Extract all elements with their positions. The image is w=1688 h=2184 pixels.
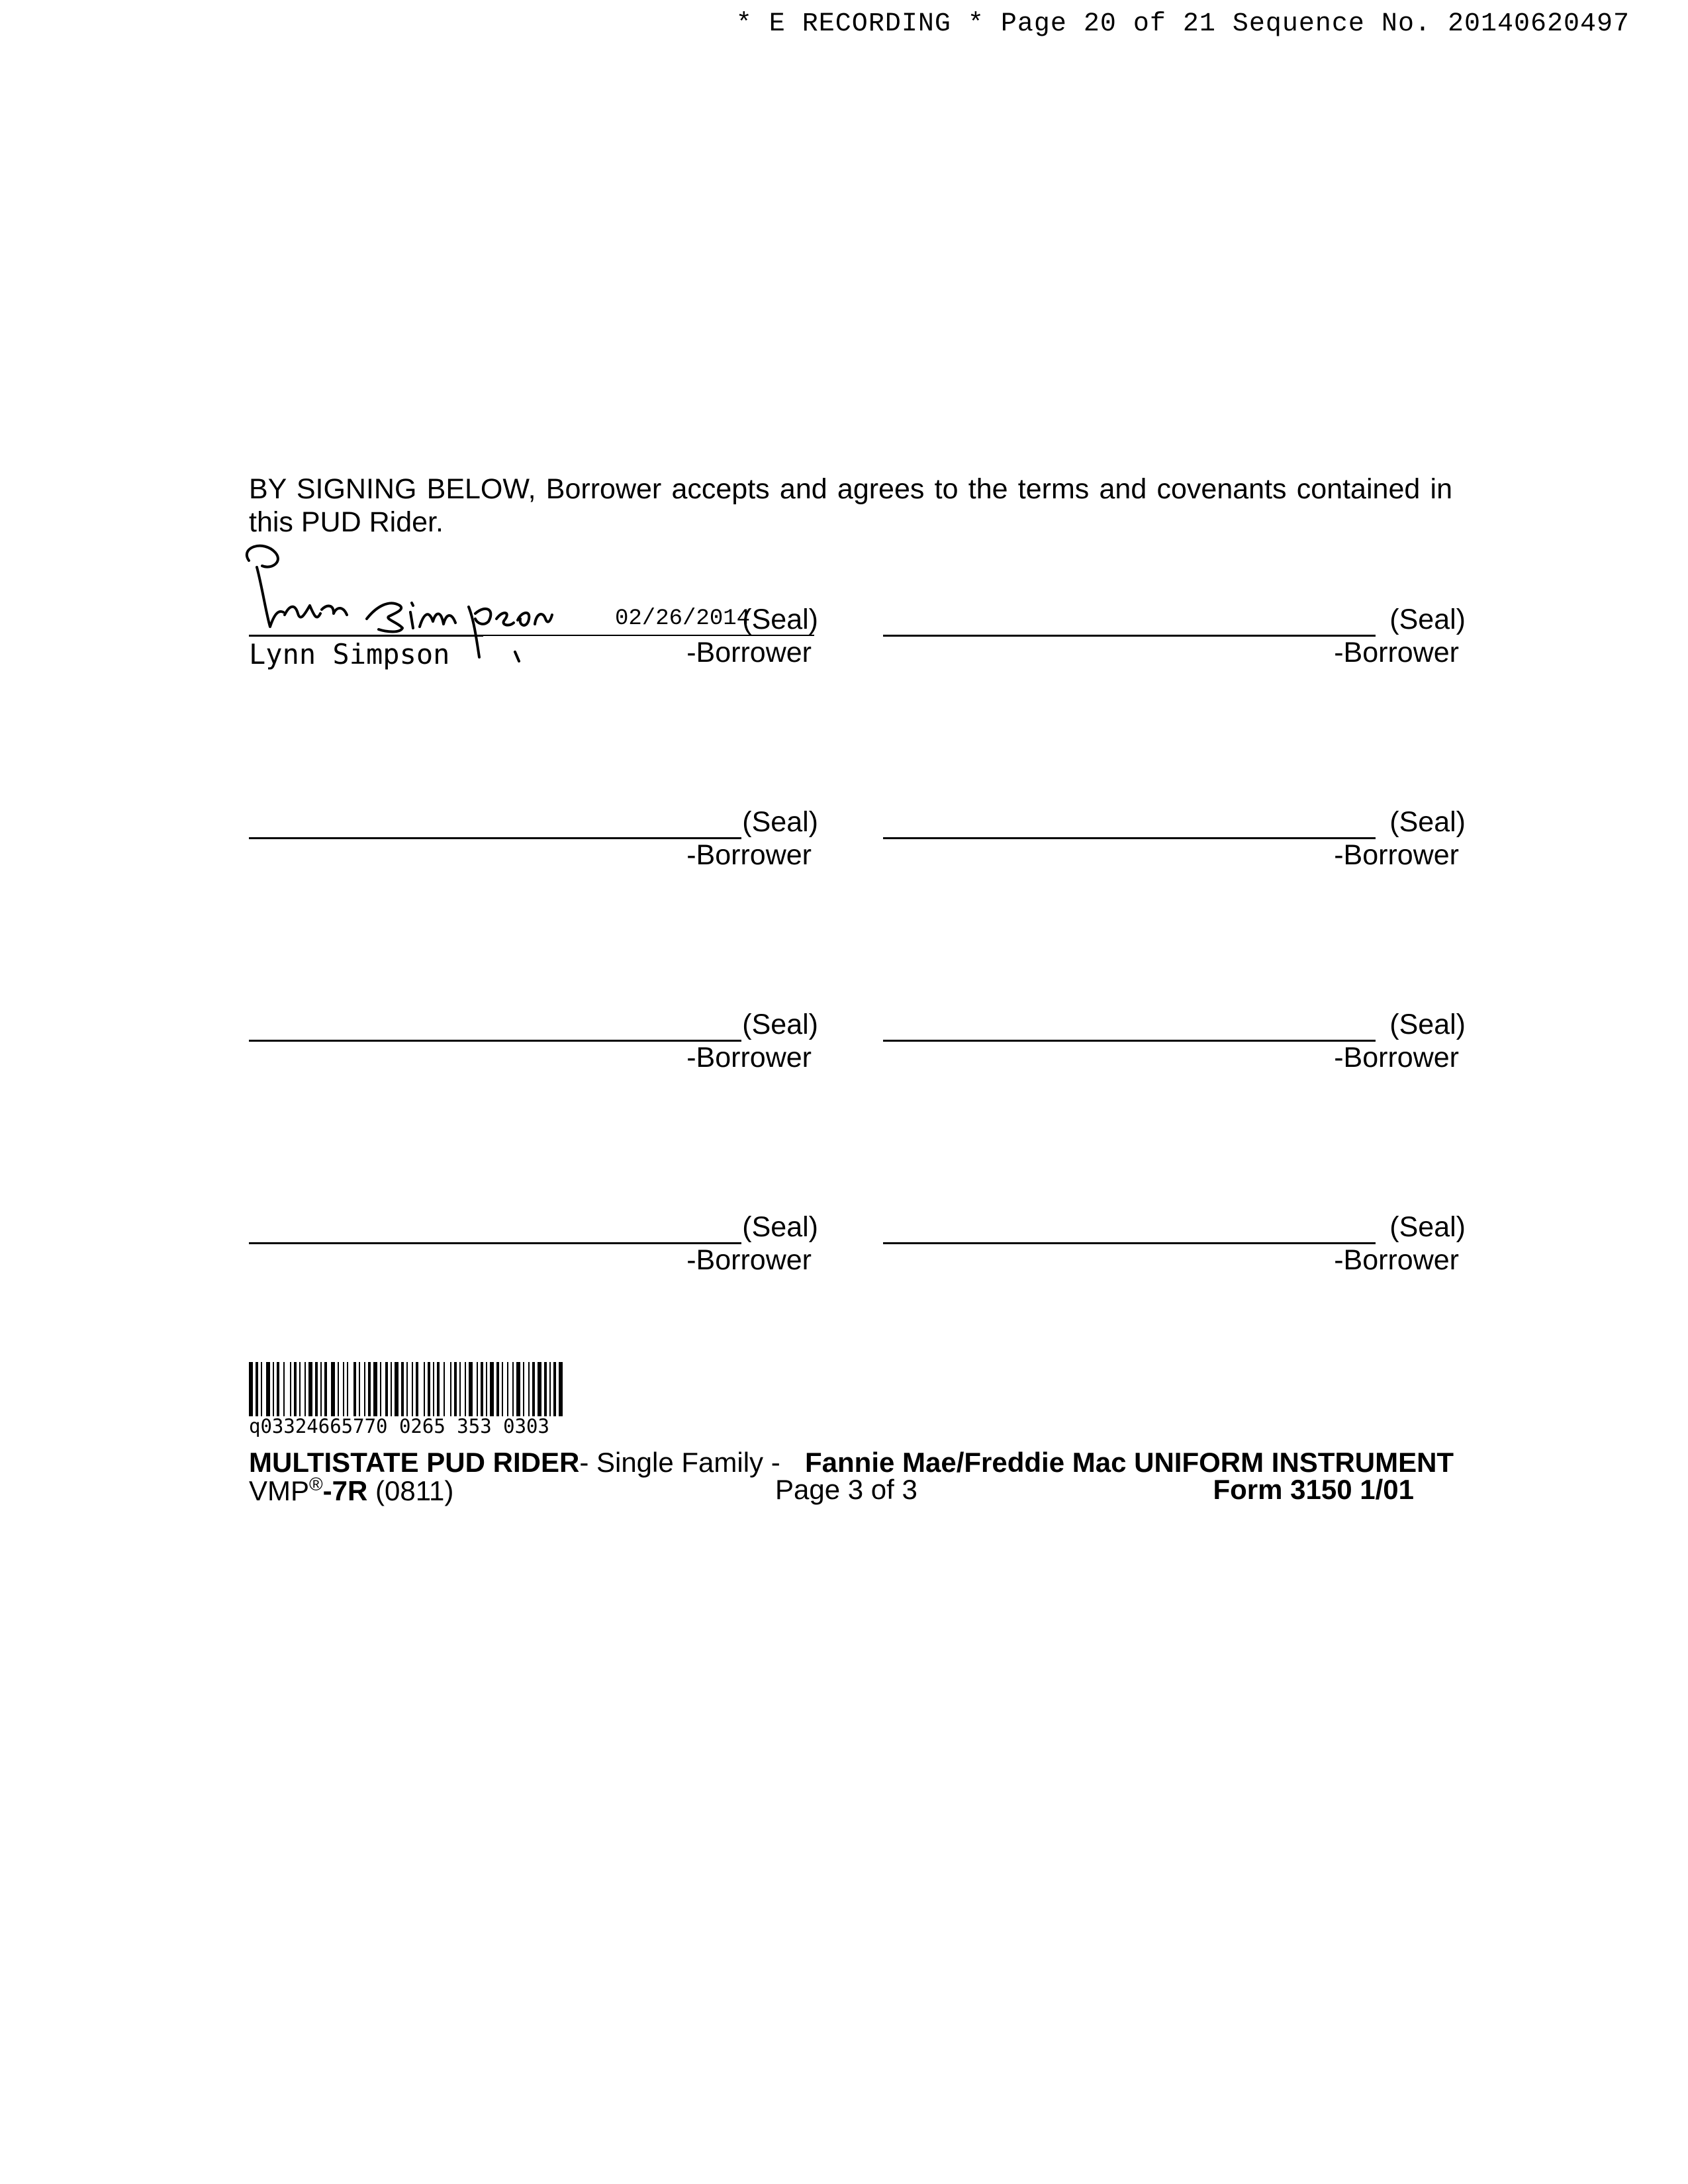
- seal-label: (Seal): [742, 1009, 818, 1040]
- signing-statement: BY SIGNING BELOW, Borrower accepts and agrees to the terms and covenants contained in this PUD Rider.: [249, 473, 1452, 538]
- borrower-label: -Borrower: [686, 637, 812, 668]
- registered-mark: ®: [309, 1474, 323, 1494]
- borrower-signature-block-5: [249, 1009, 818, 1081]
- borrower-label: -Borrower: [1334, 1042, 1459, 1073]
- vmp-code: -7R: [322, 1475, 368, 1506]
- borrower-label: -Borrower: [686, 1042, 812, 1073]
- seal-label: (Seal): [742, 806, 818, 838]
- borrower-signature-block-8: [883, 1211, 1466, 1284]
- borrower-signature-block-4: [883, 806, 1466, 879]
- borrower-label: -Borrower: [686, 839, 812, 871]
- borrower-signature-block-6: [883, 1009, 1466, 1081]
- seal-label: (Seal): [1389, 604, 1466, 635]
- signature-date: 02/26/2014: [615, 606, 751, 631]
- recording-header: * E RECORDING * Page 20 of 21 Sequence No. 20140620497: [735, 9, 1630, 39]
- borrower-typed-name: Lynn Simpson: [249, 638, 450, 670]
- barcode: [249, 1362, 719, 1416]
- seal-label: (Seal): [742, 1211, 818, 1243]
- borrower-label: -Borrower: [1334, 637, 1459, 668]
- page-number: Page 3 of 3: [775, 1474, 917, 1505]
- borrower-label: -Borrower: [686, 1244, 812, 1276]
- borrower-signature-block-1: [249, 604, 818, 676]
- seal-label: (Seal): [742, 604, 818, 635]
- borrower-label: -Borrower: [1334, 839, 1459, 871]
- seal-label: (Seal): [1389, 1211, 1466, 1243]
- seal-label: (Seal): [1389, 1009, 1466, 1040]
- seal-label: (Seal): [1389, 806, 1466, 838]
- vmp-version: (0811): [375, 1475, 454, 1506]
- borrower-signature-block-3: [249, 806, 818, 879]
- form-info-line: [249, 1474, 1440, 1507]
- form-name: MULTISTATE PUD RIDER: [249, 1447, 580, 1478]
- borrower-signature-block-7: [249, 1211, 818, 1284]
- barcode-number: q03324665770 0265 353 0303: [249, 1415, 549, 1437]
- form-description: - Single Family -: [579, 1447, 780, 1478]
- borrower-signature-block-2: [883, 604, 1466, 676]
- form-number: Form 3150 1/01: [1213, 1474, 1414, 1505]
- uniform-instrument: Fannie Mae/Freddie Mac UNIFORM INSTRUMENT: [805, 1447, 1454, 1478]
- vmp-prefix: VMP: [249, 1475, 310, 1506]
- borrower-label: -Borrower: [1334, 1244, 1459, 1276]
